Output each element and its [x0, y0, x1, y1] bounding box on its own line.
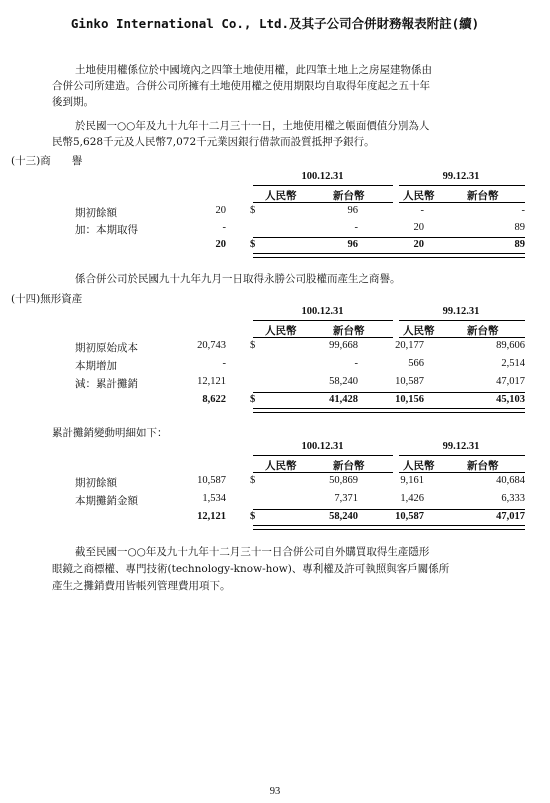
cell-value: 99,668: [329, 340, 358, 351]
cell-value: 20,743: [197, 340, 226, 351]
cell-value: 12,121: [197, 376, 226, 387]
column-header: 新台幣: [467, 460, 499, 472]
currency-symbol: $: [250, 475, 256, 486]
cell-value: 10,587: [197, 475, 226, 486]
column-header: 新台幣: [467, 325, 499, 337]
cell-value: 89: [514, 239, 525, 250]
cell-value: 10,587: [395, 511, 424, 522]
cell-value: 20,177: [395, 340, 424, 351]
cell-value: -: [354, 358, 358, 369]
cell-value: 89: [514, 222, 525, 233]
year-header: 99.12.31: [442, 306, 480, 317]
cell-value: 89,606: [496, 340, 525, 351]
page-header: Ginko International Co., Ltd.及其子公司合併財務報表附註(續): [70, 16, 480, 31]
cell-value: 1,426: [400, 493, 424, 504]
column-header: 新台幣: [333, 325, 365, 337]
cell-value: 47,017: [496, 376, 525, 387]
text-line: 累計攤銷變動明細如下：: [52, 427, 168, 439]
column-header: 人民幣: [265, 190, 297, 202]
column-header: 人民幣: [265, 325, 297, 337]
row-label: 本期攤銷金額: [75, 495, 138, 507]
row-label: 加：本期取得: [75, 224, 138, 236]
currency-symbol: $: [250, 205, 256, 216]
goodwill-table: [75, 171, 525, 256]
cell-value: 58,240: [329, 376, 358, 387]
cell-value: 2,514: [501, 358, 525, 369]
table-row: [75, 475, 525, 493]
page-number: 93: [269, 786, 281, 797]
cell-value: 12,121: [197, 511, 226, 522]
cell-value: 20: [215, 239, 226, 250]
text-line: 於民國一○○年及九十九年十二月三十一日，土地使用權之帳面價值分別為人: [75, 120, 430, 132]
text-line: 後到期。: [52, 96, 94, 108]
text-line: 係合併公司於民國九十九年九月一日取得永勝公司股權而產生之商譽。: [75, 273, 401, 285]
column-header: 人民幣: [403, 325, 435, 337]
text-line: 產生之攤銷費用皆帳列管理費用項下。: [52, 580, 231, 592]
cell-value: 8,622: [202, 394, 226, 405]
cell-value: 47,017: [496, 511, 525, 522]
cell-value: -: [222, 358, 226, 369]
text-line: 眼鏡之商標權、專門技術(technology-know-how)、專利權及許可執照與客戶關係所: [52, 563, 450, 575]
cell-value: 20: [413, 222, 424, 233]
cell-value: 566: [408, 358, 424, 369]
currency-symbol: $: [250, 340, 256, 351]
text-line: 合併公司所建造。合併公司所擁有土地使用權之使用期限均自取得年度起之五十年: [52, 80, 430, 92]
cell-value: 7,371: [334, 493, 358, 504]
land-use-paragraph-1: [52, 62, 522, 110]
cell-value: 10,156: [395, 394, 424, 405]
cell-value: -: [354, 222, 358, 233]
year-header: 100.12.31: [301, 306, 344, 317]
final-paragraph: [52, 544, 522, 595]
currency-symbol: $: [250, 511, 256, 522]
cell-value: 41,428: [329, 394, 358, 405]
column-header: 人民幣: [265, 460, 297, 472]
row-label: 期初原始成本: [75, 342, 138, 354]
land-use-paragraph-2: [52, 118, 522, 150]
cell-value: -: [222, 222, 226, 233]
text-line: 截至民國一○○年及九十九年十二月三十一日合併公司自外購買取得生產隱形: [75, 546, 430, 558]
column-header: 新台幣: [467, 190, 499, 202]
intangible-section-title: (十四)無形資產: [11, 293, 83, 305]
text-line: 民幣5,628千元及人民幣7,072千元業因銀行借款而設質抵押予銀行。: [52, 136, 375, 148]
year-header: 100.12.31: [301, 441, 344, 452]
amortization-table: [75, 441, 525, 528]
cell-value: 9,161: [400, 475, 424, 486]
year-header: 99.12.31: [442, 441, 480, 452]
cell-value: -: [521, 205, 525, 216]
year-header: 99.12.31: [442, 171, 480, 182]
column-header: 新台幣: [333, 460, 365, 472]
column-header: 人民幣: [403, 460, 435, 472]
cell-value: 40,684: [496, 475, 525, 486]
column-header: 新台幣: [333, 190, 365, 202]
row-label: 減：累計攤銷: [75, 378, 138, 390]
goodwill-note: [52, 271, 522, 287]
cell-value: -: [420, 205, 424, 216]
cell-value: 58,240: [329, 511, 358, 522]
currency-symbol: $: [250, 239, 256, 250]
amortization-title: [52, 425, 522, 441]
year-header: 100.12.31: [301, 171, 344, 182]
currency-symbol: $: [250, 394, 256, 405]
table-row: [75, 205, 525, 222]
row-label: 期初餘額: [75, 207, 117, 219]
intangible-table: [75, 306, 525, 411]
cell-value: 6,333: [501, 493, 525, 504]
row-label: 期初餘額: [75, 477, 117, 489]
table-row: [75, 358, 525, 376]
cell-value: 96: [347, 205, 358, 216]
cell-value: 1,534: [202, 493, 226, 504]
cell-value: 45,103: [496, 394, 525, 405]
cell-value: 20: [215, 205, 226, 216]
text-line: 土地使用權係位於中國境內之四筆土地使用權，此四筆土地上之房屋建物係由: [75, 64, 432, 76]
cell-value: 50,869: [329, 475, 358, 486]
cell-value: 20: [413, 239, 424, 250]
row-label: 本期增加: [75, 360, 117, 372]
column-header: 人民幣: [403, 190, 435, 202]
cell-value: 10,587: [395, 376, 424, 387]
cell-value: 96: [347, 239, 358, 250]
table-row: [75, 340, 525, 358]
goodwill-section-title: (十三)商 譽: [11, 155, 83, 167]
